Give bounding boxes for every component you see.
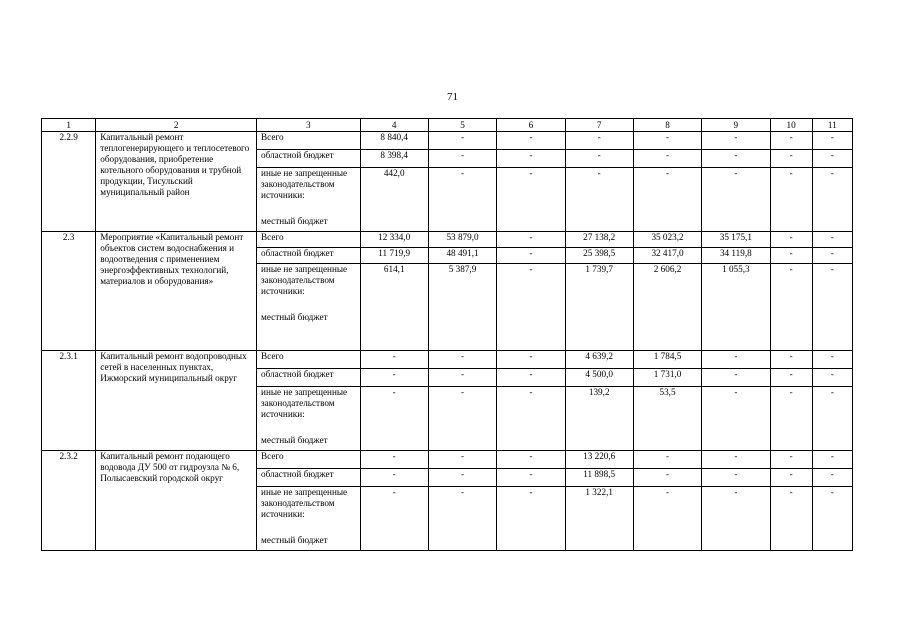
value-cell: -: [770, 351, 812, 369]
value-cell: -: [428, 369, 496, 387]
table-row: [42, 351, 853, 369]
value-cell: 25 398,5: [565, 248, 633, 264]
header-cell: 10: [770, 119, 812, 132]
section-description: Капитальный ремонт водопроводных сетей в населенных пунктах, Ижморский муниципальный округ: [96, 351, 257, 451]
section-id: 2.2.9: [42, 132, 96, 232]
value-cell: -: [497, 168, 565, 232]
value-cell: 11 719,9: [360, 248, 428, 264]
budget-table: [41, 118, 853, 551]
value-cell: 5 387,9: [428, 264, 496, 351]
value-cell: -: [812, 232, 852, 248]
value-cell: -: [770, 469, 812, 487]
value-cell: -: [428, 168, 496, 232]
value-cell: -: [770, 369, 812, 387]
value-cell: 35 023,2: [633, 232, 701, 248]
value-cell: -: [702, 150, 770, 168]
value-cell: 1 731,0: [633, 369, 701, 387]
value-cell: -: [633, 132, 701, 150]
section-id: 2.3.2: [42, 451, 96, 551]
source-label: Всего: [257, 451, 361, 469]
value-cell: -: [702, 351, 770, 369]
value-cell: 4 500,0: [565, 369, 633, 387]
value-cell: -: [812, 451, 852, 469]
value-cell: -: [770, 487, 812, 551]
value-cell: 2 606,2: [633, 264, 701, 351]
header-cell: 6: [497, 119, 565, 132]
value-cell: -: [812, 150, 852, 168]
source-label: местный бюджет: [257, 535, 361, 551]
value-cell: -: [770, 150, 812, 168]
source-label: местный бюджет: [257, 312, 361, 351]
value-cell: -: [497, 387, 565, 451]
header-cell: 8: [633, 119, 701, 132]
source-label: Всего: [257, 232, 361, 248]
source-label: Всего: [257, 351, 361, 369]
source-label: иные не запрещенные законодательством источники:: [257, 264, 361, 313]
value-cell: -: [497, 487, 565, 551]
value-cell: -: [428, 451, 496, 469]
value-cell: -: [565, 168, 633, 232]
table-row: [42, 132, 853, 150]
value-cell: -: [633, 150, 701, 168]
header-cell: 9: [702, 119, 770, 132]
value-cell: 8 840,4: [360, 132, 428, 150]
header-cell: 1: [42, 119, 96, 132]
value-cell: -: [633, 168, 701, 232]
value-cell: -: [812, 369, 852, 387]
value-cell: -: [428, 132, 496, 150]
value-cell: -: [428, 487, 496, 551]
table-row: [42, 451, 853, 469]
value-cell: 53 879,0: [428, 232, 496, 248]
header-cell: 3: [257, 119, 361, 132]
value-cell: 12 334,0: [360, 232, 428, 248]
value-cell: 1 055,3: [702, 264, 770, 351]
value-cell: 4 639,2: [565, 351, 633, 369]
value-cell: -: [633, 487, 701, 551]
value-cell: -: [770, 232, 812, 248]
source-label: областной бюджет: [257, 150, 361, 168]
value-cell: -: [770, 168, 812, 232]
source-label: иные не запрещенные законодательством источники:: [257, 168, 361, 217]
section-description: Капитальный ремонт подающего водовода ДУ 500 от гидроузла № 6, Полысаевский городской округ: [96, 451, 257, 551]
value-cell: -: [360, 469, 428, 487]
value-cell: -: [565, 150, 633, 168]
value-cell: -: [360, 387, 428, 451]
value-cell: -: [428, 387, 496, 451]
value-cell: -: [702, 469, 770, 487]
value-cell: -: [812, 487, 852, 551]
value-cell: -: [812, 168, 852, 232]
value-cell: -: [360, 451, 428, 469]
value-cell: -: [428, 150, 496, 168]
source-label: местный бюджет: [257, 435, 361, 451]
value-cell: -: [770, 132, 812, 150]
value-cell: -: [702, 369, 770, 387]
source-label: Всего: [257, 132, 361, 150]
page-number: 71: [447, 91, 458, 103]
value-cell: -: [360, 369, 428, 387]
section-description: Мероприятие «Капитальный ремонт объектов систем водоснабжения и водоотведения с применением энергоэффективных технологий, материалов и оборудования»: [96, 232, 257, 351]
value-cell: 614,1: [360, 264, 428, 351]
value-cell: 8 398,4: [360, 150, 428, 168]
value-cell: -: [360, 487, 428, 551]
value-cell: -: [702, 451, 770, 469]
source-label: иные не запрещенные законодательством источники:: [257, 387, 361, 436]
value-cell: -: [497, 369, 565, 387]
value-cell: 11 898,5: [565, 469, 633, 487]
header-cell: 11: [812, 119, 852, 132]
value-cell: -: [812, 351, 852, 369]
value-cell: 1 739,7: [565, 264, 633, 351]
value-cell: 48 491,1: [428, 248, 496, 264]
section-id: 2.3.1: [42, 351, 96, 451]
value-cell: -: [633, 469, 701, 487]
header-row: [42, 119, 853, 132]
value-cell: -: [360, 351, 428, 369]
value-cell: -: [565, 132, 633, 150]
value-cell: -: [702, 387, 770, 451]
value-cell: -: [770, 264, 812, 351]
value-cell: -: [428, 351, 496, 369]
value-cell: -: [497, 232, 565, 248]
value-cell: -: [497, 351, 565, 369]
section-id: 2.3: [42, 232, 96, 351]
value-cell: -: [497, 451, 565, 469]
source-label: областной бюджет: [257, 469, 361, 487]
value-cell: -: [497, 264, 565, 351]
value-cell: -: [770, 451, 812, 469]
value-cell: -: [770, 387, 812, 451]
value-cell: -: [812, 132, 852, 150]
table-body: [42, 119, 853, 551]
section-description: Капитальный ремонт теплогенерирующего и теплосетевого оборудования, приобретение котельного оборудования и трубной продукции, Тисульский муниципальный район: [96, 132, 257, 232]
value-cell: -: [812, 469, 852, 487]
source-label: местный бюджет: [257, 216, 361, 232]
source-label: иные не запрещенные законодательством источники:: [257, 487, 361, 536]
value-cell: 27 138,2: [565, 232, 633, 248]
value-cell: 139,2: [565, 387, 633, 451]
source-label: областной бюджет: [257, 248, 361, 264]
value-cell: -: [497, 248, 565, 264]
value-cell: 32 417,0: [633, 248, 701, 264]
value-cell: -: [497, 132, 565, 150]
header-cell: 2: [96, 119, 257, 132]
value-cell: -: [497, 150, 565, 168]
value-cell: -: [633, 451, 701, 469]
value-cell: 13 220,6: [565, 451, 633, 469]
value-cell: -: [497, 469, 565, 487]
value-cell: -: [702, 487, 770, 551]
table-row: [42, 232, 853, 248]
value-cell: -: [770, 248, 812, 264]
header-cell: 7: [565, 119, 633, 132]
value-cell: -: [702, 132, 770, 150]
value-cell: 53,5: [633, 387, 701, 451]
source-label: областной бюджет: [257, 369, 361, 387]
value-cell: -: [702, 168, 770, 232]
value-cell: 34 119,8: [702, 248, 770, 264]
value-cell: 1 784,5: [633, 351, 701, 369]
value-cell: -: [812, 248, 852, 264]
header-cell: 5: [428, 119, 496, 132]
value-cell: 1 322,1: [565, 487, 633, 551]
value-cell: 442,0: [360, 168, 428, 232]
value-cell: -: [812, 264, 852, 351]
value-cell: 35 175,1: [702, 232, 770, 248]
header-cell: 4: [360, 119, 428, 132]
value-cell: -: [428, 469, 496, 487]
value-cell: -: [812, 387, 852, 451]
